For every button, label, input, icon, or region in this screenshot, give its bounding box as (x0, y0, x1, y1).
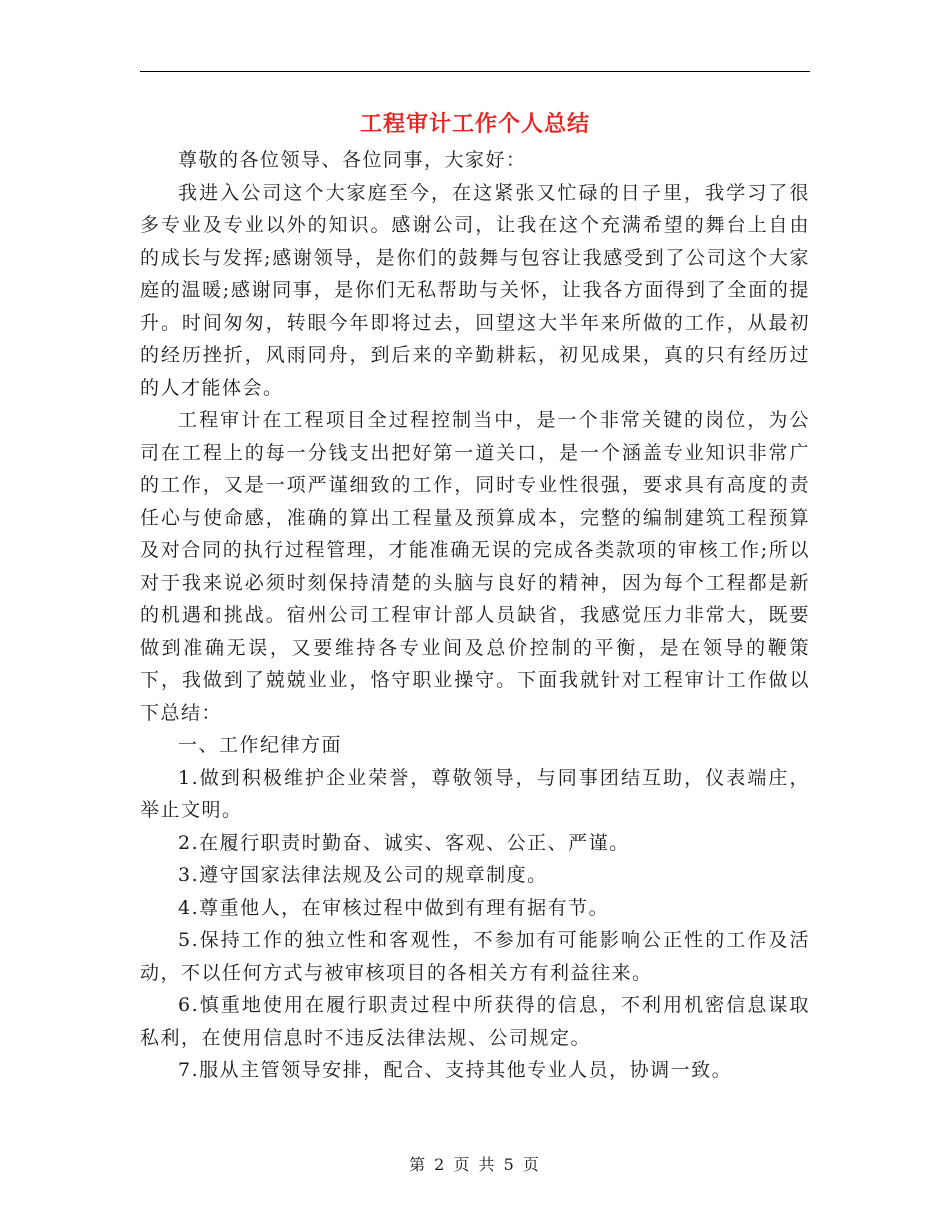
paragraph-role: 工程审计在工程项目全过程控制当中，是一个非常关键的岗位，为公司在工程上的每一分钱支出把好第一道关口，是一个涵盖专业知识非常广的工作，又是一项严谨细致的工作，同时专业性很强，要求具有高度的责任心与使命感，准确的算出工程量及预算成本，完整的编制建筑工程预算及对合同的执行过程管理，才能准确无误的完成各类款项的审核工作;所以对于我来说必须时刻保持清楚的头脑与良好的精神，因为每个工程都是新的机遇和挑战。宿州公司工程审计部人员缺省，我感觉压力非常大，既要做到准确无误，又要维持各专业间及总价控制的平衡，是在领导的鞭策下，我做到了兢兢业业，恪守职业操守。下面我就针对工程审计工作做以下总结： (140, 409, 810, 724)
document-title: 工程审计工作个人总结 (359, 112, 590, 137)
list-item-3: 3.遵守国家法律法规及公司的规章制度。 (178, 864, 548, 886)
header-rule (140, 71, 810, 72)
paragraph-intro: 我进入公司这个大家庭至今，在这紧张又忙碌的日子里，我学习了很多专业及专业以外的知识。感谢公司，让我在这个充满希望的舞台上自由的成长与发挥;感谢领导，是你们的鼓舞与包容让我感受到了公司这个大家庭的温暖;感谢同事，是你们无私帮助与关怀，让我各方面得到了全面的提升。时间匆匆，转眼今年即将过去，回望这大半年来所做的工作，从最初的经历挫折，风雨同舟，到后来的辛勤耕耘，初见成果，真的只有经历过的人才能体会。 (140, 181, 810, 399)
list-item-7: 7.服从主管领导安排，配合、支持其他专业人员，协调一致。 (178, 1059, 733, 1081)
list-item-2: 2.在履行职责时勤奋、诚实、客观、公正、严谨。 (178, 831, 630, 854)
list-item-1: 1.做到积极维护企业荣誉，尊敬领导，与同事团结互助，仪表端庄，举止文明。 (140, 766, 810, 821)
section-heading-discipline: 一、工作纪律方面 (178, 734, 343, 756)
paragraph-greeting: 尊敬的各位领导、各位同事，大家好： (178, 149, 527, 171)
list-item-6: 6.慎重地使用在履行职责过程中所获得的信息，不利用机密信息谋取私利，在使用信息时不违反法律法规、公司规定。 (140, 994, 810, 1049)
document-body (140, 144, 810, 1087)
page-number-footer: 第 2 页 共 5 页 (409, 1155, 541, 1174)
list-item-5: 5.保持工作的独立性和客观性，不参加有可能影响公正性的工作及活动，不以任何方式与被审核项目的各相关方有利益往来。 (140, 929, 810, 984)
list-item-4: 4.尊重他人，在审核过程中做到有理有据有节。 (178, 896, 610, 919)
